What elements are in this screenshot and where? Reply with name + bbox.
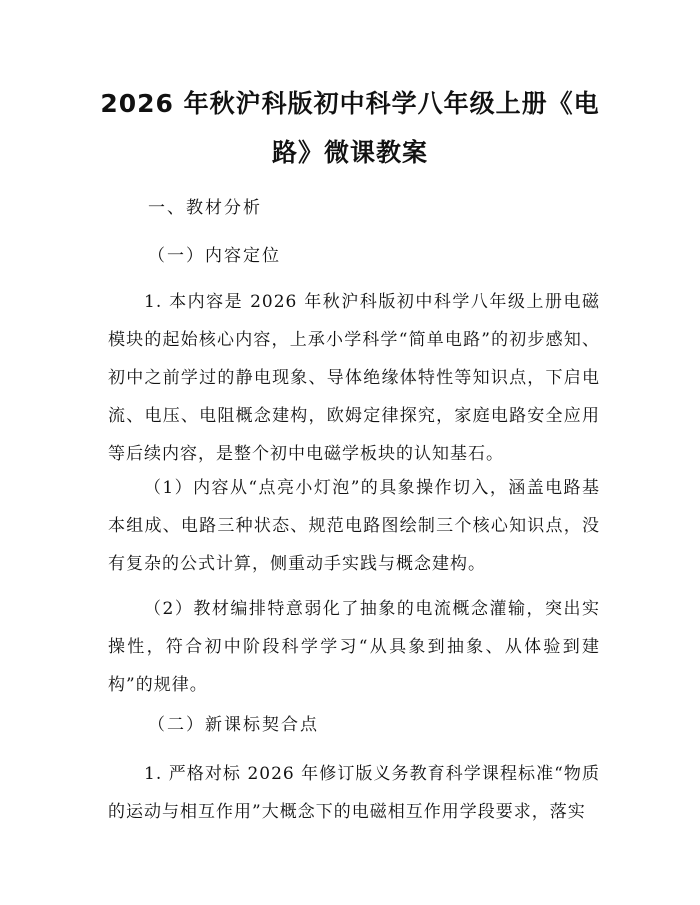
subsection-heading-curriculum-alignment: （二）新课标契合点 [148,715,319,735]
subsection-heading-content-positioning: （一）内容定位 [148,246,281,266]
section-heading-materials-analysis: 一、教材分析 [148,198,262,218]
paragraph-content-positioning: 1. 本内容是 2026 年秋沪科版初中科学八年级上册电磁模块的起始核心内容，上承小学科学“简单电路”的初步感知、初中之前学过的静电现象、导体绝缘体特性等知识点，下启电流、电压、电阻概念建构，欧姆定律探究，家庭电路安全应用等后续内容，是整个初中电磁学板块的认知基石。 [108,292,600,464]
document-title-line-2: 路》微课教案 [271,138,428,167]
paragraph-curriculum-alignment: 1. 严格对标 2026 年修订版义务教育科学课程标准“物质的运动与相互作用”大概念下的电磁相互作用学段要求，落实 [108,764,600,822]
paragraph-point-1: （1）内容从“点亮小灯泡”的具象操作切入，涵盖电路基本组成、电路三种状态、规范电路图绘制三个核心知识点，没有复杂的公式计算，侧重动手实践与概念建构。 [108,478,600,574]
paragraph-point-2: （2）教材编排特意弱化了抽象的电流概念灌输，突出实操性，符合初中阶段科学学习“从具象到抽象、从体验到建构”的规律。 [108,599,600,695]
document-title-line-1: 2026 年秋沪科版初中科学八年级上册《电 [100,89,600,118]
